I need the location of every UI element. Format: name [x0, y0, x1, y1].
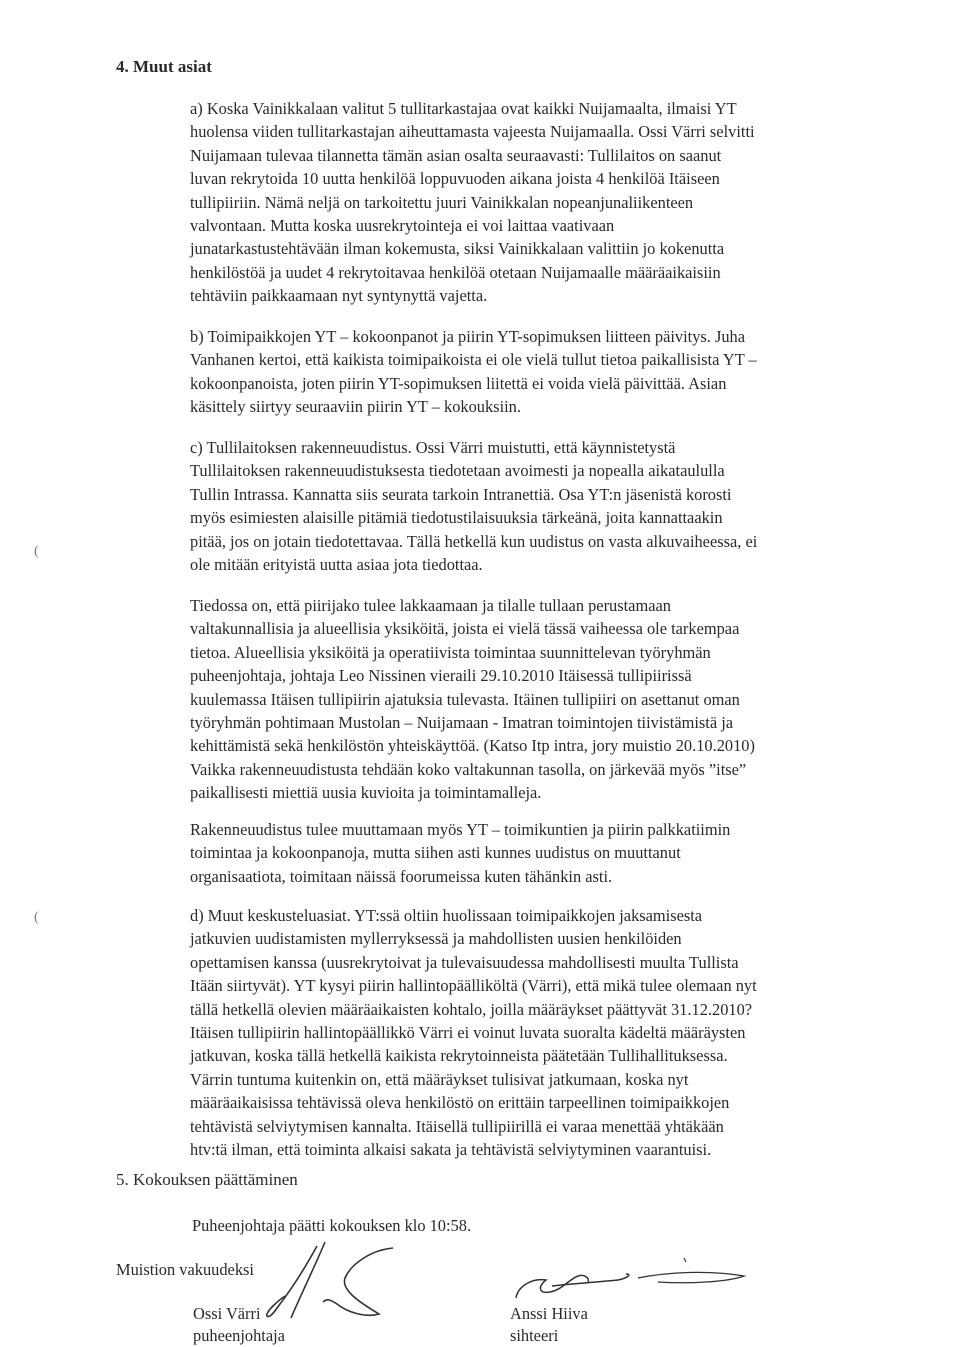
signature-2-image	[508, 1256, 758, 1306]
paragraph-a-text: a) Koska Vainikkalaan valitut 5 tullitarkastajaa ovat kaikki Nuijamaalta, ilmaisi YT huolensa viiden tullitarkastajan aiheuttamasta vajeesta Nuijamaalla. Ossi Värri selvitti Nuijamaan tulevaa tilannetta tämän asian osalta seuraavasti: Tullilaitos on saanut luvan rekrytoida 10 uutta henkilöä loppuvuoden aikana joista 4 henkilöä Itäiseen tullipiiriin. Nämä neljä on tarkoitettu juuri Vainikkalan nopeanjunaliikenteen valvontaan. Mutta koska uusrekrytointeja ei voi laittaa vaativaan junatarkastustehtävään ilman kokemusta, siksi Vainikkalaan valittiin jo kokenutta henkilöstöä ja uudet 4 rekrytoitavaa henkilöä otetaan Nuijamaalle määräaikaisiin tehtäviin paikkaamaan nyt syntynyttä vajetta.	[190, 99, 755, 306]
paragraph-c-yt-text: Rakenneuudistus tulee muuttamaan myös YT – toimikuntien ja piirin palkkatiimin toimintaa ja kokoonpanoja, mutta siihen asti kunnes uudistus on muuttanut organisaatiota, toimitaan näissä foorumeissa kuten tähänkin asti.	[190, 820, 731, 886]
signer-2-name: Anssi Hiiva	[510, 1304, 588, 1323]
signature-label: Muistion vakuudeksi	[116, 1260, 254, 1279]
closing-statement: Puheenjohtaja päätti kokouksen klo 10:58.	[192, 1216, 472, 1235]
paragraph-c-yt	[190, 818, 890, 888]
paragraph-c-structure	[190, 594, 890, 805]
paragraph-d	[190, 904, 890, 1161]
signer-1-name: Ossi Värri	[193, 1304, 261, 1323]
margin-mark-1: (	[34, 544, 39, 559]
paragraph-c-text: c) Tullilaitoksen rakenneuudistus. Ossi Värri muistutti, että käynnistetystä Tullilaitoksen rakenneuudistuksesta tiedotetaan avoimesti ja nopealla aikataululla Tullin Intrassa. Kannatta siis seurata tarkoin Intranettiä. Osa YT:n jäsenistä korosti myös esimiesten alaisille pitämiä tiedotustilaisuuksia tärkeänä, joita kannattaakin pitää, jos on jotain tiedotettavaa. Tällä hetkellä kun uudistus on vasta alkuvaiheessa, ei ole mitään erityistä uutta asiaa jota tiedottaa.	[190, 438, 758, 575]
paragraph-a	[190, 97, 890, 308]
paragraph-b-text: b) Toimipaikkojen YT – kokoonpanot ja piirin YT-sopimuksen liitteen päivitys. Juha Vanhanen kertoi, että kaikista toimipaikoista ei ole vielä tullut tietoa paikallisista YT – kokoonpanoista, joten piirin YT-sopimuksen liitettä ei voida vielä päivittää. Asian käsittely siirtyy seuraaviin piirin YT – kokouksiin.	[190, 327, 757, 417]
paragraph-b	[190, 325, 890, 419]
signer-1-role: puheenjohtaja	[193, 1326, 285, 1345]
paragraph-c-structure-text: Tiedossa on, että piirijako tulee lakkaamaan ja tilalle tullaan perustamaan valtakunnallisia ja alueellisia yksiköitä, joista ei vielä tässä vaiheessa ole tarkempaa tietoa. Alueellisia yksiköitä ja operatiivista toimintaa suunnittelevan työryhmän puheenjohtaja, johtaja Leo Nissinen vieraili 29.10.2010 Itäisessä tullipiirissä kuulemassa Itäisen tullipiirin ajatuksia tulevasta. Itäinen tullipiiri on asettanut oman työryhmän pohtimaan Mustolan – Nuijamaan - Imatran toimintojen tiivistämistä ja kehittämistä sekä henkilöstön yhteiskäyttöä. (Katso Itp intra, jory muistio 20.10.2010) Vaikka rakenneuudistusta tehdään koko valtakunnan tasolla, on järkevää myös ”itse” paikallisesti miettiä uusia kuvioita ja toimintamalleja.	[190, 596, 755, 803]
paragraph-d-text: d) Muut keskusteluasiat. YT:ssä oltiin huolissaan toimipaikkojen jaksamisesta jatkuvien uudistamisten myllerryksessä ja mahdollisten uusien henkilöiden opettamisen kanssa (uusrekrytoivat ja tulevaisuudessa mahdollisesti muulta Tullista Itään siirtyvät). YT kysyi piirin hallintopäälliköltä (Värri), että mikä tulee olemaan nyt tällä hetkellä olevien määräaikaisten kohtalo, joilla määräykset päättyvät 31.12.2010? Itäisen tullipiirin hallintopäällikkö Värri ei voinut luvata suoralta kädeltä määräysten jatkuvan, koska tällä hetkellä kaikista rekrytoinneista päätetään Tullihallituksessa. Värrin tuntuma kuitenkin on, että määräykset tulisivat jatkumaan, koska nyt määräaikaisissa tehtävissä oleva henkilöstö on erittäin tarpeellinen toimipaikkojen tehtävistä selviytymisen kannalta. Itäisellä tullipiirillä ei varaa menettää yhtäkään htv:tä ilman, että toiminta alkaisi sakata ja tehtävistä selviytyminen vaarantuisi.	[190, 906, 757, 1160]
paragraph-c	[190, 436, 890, 576]
margin-mark-2: (	[34, 910, 39, 925]
section-5-heading: 5. Kokouksen päättäminen	[116, 1170, 298, 1189]
signer-2-role: sihteeri	[510, 1326, 559, 1345]
signature-1-image	[255, 1238, 395, 1328]
section-4-heading: 4. Muut asiat	[116, 57, 212, 76]
